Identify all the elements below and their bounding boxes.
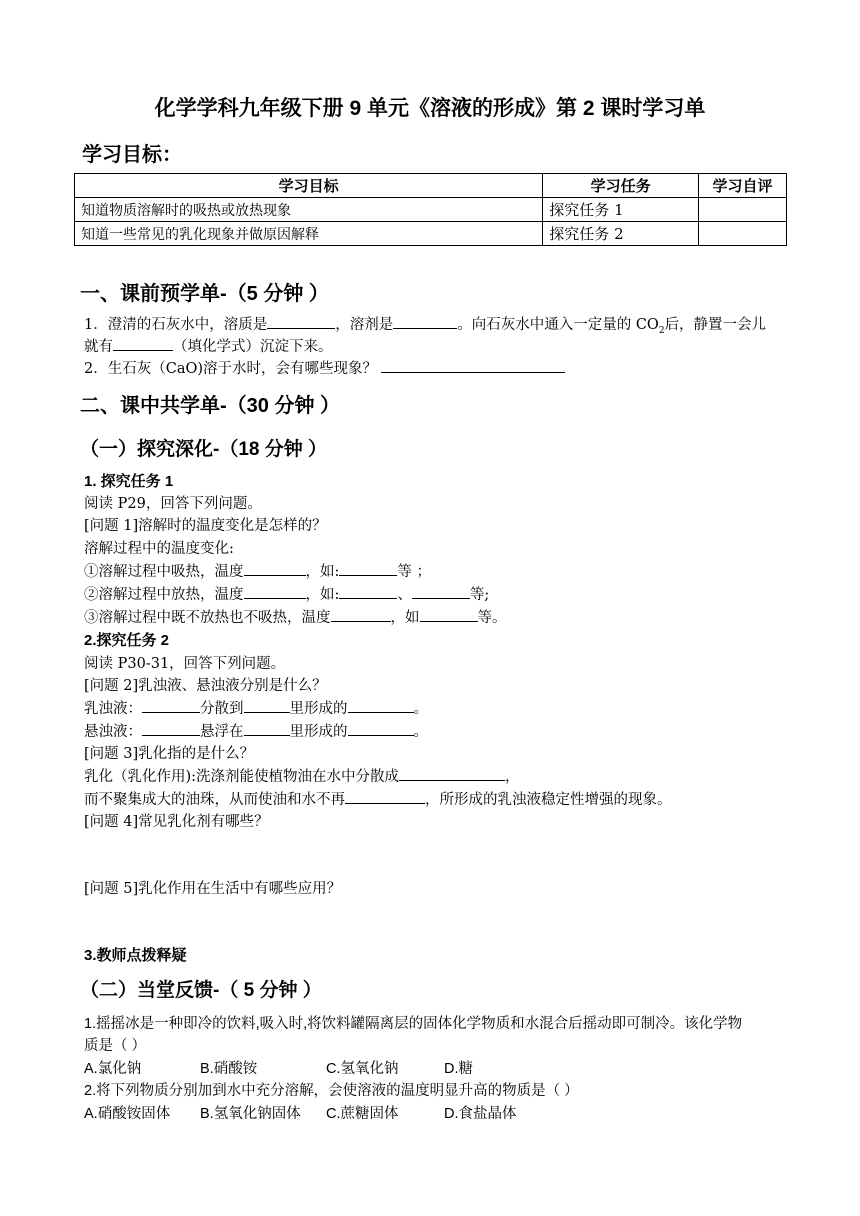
feedback-q1-line2: 质是（ ） (84, 1038, 147, 1054)
goals-header-task: 学习任务 (543, 174, 699, 198)
emulsify-text-a: 乳化（乳化作用):洗涤剂能使植物油在水中分散成 (84, 769, 400, 785)
item1-text-a: ①溶解过程中吸热，温度 (84, 564, 244, 580)
emulsify-definition-1 (84, 765, 520, 786)
dissolve-item-1 (84, 560, 431, 581)
pre-question-2 (84, 357, 565, 378)
goal-cell: 知道物质溶解时的吸热或放热现象 (75, 198, 543, 222)
task2-reading: 阅读 P30-31，回答下列问题。 (84, 656, 286, 672)
item3-text-c: 等。 (477, 610, 507, 626)
answer-blank[interactable] (244, 698, 290, 713)
goals-heading: 学习目标： (82, 144, 182, 166)
q1-text-b: ，溶剂是 (335, 317, 394, 333)
page-title: 化学学科九年级下册 9 单元《溶液的形成》第 2 课时学习单 (154, 97, 706, 120)
answer-blank[interactable] (348, 698, 414, 713)
item2-text-b: ，如: (305, 587, 340, 603)
emulsify2-text-a: 而不聚集成大的油珠，从而使油和水不再 (84, 792, 345, 808)
suspension-definition (84, 720, 428, 741)
feedback-q1-options (84, 1057, 473, 1078)
pre-question-1-cont (84, 335, 333, 356)
task2-question5: [问题 5]乳化作用在生活中有哪些应用？ (84, 881, 342, 897)
item1-text-c: 等 ； (397, 564, 431, 580)
q1-text-c: 。向石灰水中通入一定量的 CO (457, 317, 659, 333)
item3-text-a: ③溶解过程中既不放热也不吸热，温度 (84, 610, 331, 626)
option-b[interactable]: B.硝酸铵 (200, 1061, 258, 1077)
option-a[interactable]: A.氯化钠 (84, 1061, 142, 1077)
q1-line2-b: （填化学式）沉淀下来。 (173, 339, 333, 355)
item2-text-a: ②溶解过程中放热，温度 (84, 587, 244, 603)
answer-blank[interactable] (142, 698, 200, 713)
item1-text-b: ，如: (305, 564, 340, 580)
option-c[interactable]: C.氢氧化钠 (326, 1061, 399, 1077)
emulsify-text-b: ， (505, 769, 520, 785)
task1-title: 1. 探究任务 1 (84, 473, 174, 490)
answer-blank[interactable] (345, 789, 425, 804)
item2-text-d: 等; (469, 587, 490, 603)
q2-text: 2．生石灰（CaO)溶于水时，会有哪些现象？ (84, 361, 378, 377)
answer-blank[interactable] (244, 561, 306, 576)
task-cell: 探究任务 2 (543, 222, 699, 246)
answer-blank[interactable] (393, 314, 457, 329)
item3-text-b: ，如 (390, 610, 420, 626)
task-cell: 探究任务 1 (543, 198, 699, 222)
self-eval-cell[interactable] (699, 222, 787, 246)
answer-blank[interactable] (244, 721, 290, 736)
dissolve-item-2 (84, 583, 489, 604)
option-c[interactable]: C.蔗糖固体 (326, 1106, 399, 1122)
feedback-heading: （二）当堂反馈-（ 5 分钟 ） (80, 980, 322, 1001)
susp-text-d: 。 (413, 724, 428, 740)
task1-reading: 阅读 P29，回答下列问题。 (84, 496, 262, 512)
task2-question2: [问题 2]乳浊液、悬浊液分别是什么？ (84, 678, 327, 694)
answer-blank[interactable] (331, 607, 391, 622)
answer-blank[interactable] (399, 766, 505, 781)
answer-blank[interactable] (339, 584, 397, 599)
task2-title: 2.探究任务 2 (84, 632, 170, 649)
task2-question4: [问题 4]常见乳化剂有哪些？ (84, 814, 269, 830)
goal-cell: 知道一些常见的乳化现象并做原因解释 (75, 222, 543, 246)
susp-text-a: 悬浊液： (84, 724, 142, 740)
option-d[interactable]: D.糖 (444, 1061, 473, 1077)
feedback-q2-options (84, 1102, 517, 1123)
emulsion-definition (84, 697, 428, 718)
self-eval-cell[interactable] (699, 198, 787, 222)
option-a[interactable]: A.硝酸铵固体 (84, 1106, 171, 1122)
option-b[interactable]: B.氢氧化钠固体 (200, 1106, 301, 1122)
answer-blank[interactable] (412, 584, 470, 599)
goals-header-goal: 学习目标 (75, 174, 543, 198)
task1-question1: [问题 1]溶解时的温度变化是怎样的？ (84, 518, 327, 534)
teacher-guidance: 3.教师点拨释疑 (84, 947, 187, 964)
emul-text-d: 。 (413, 701, 428, 717)
answer-blank[interactable] (142, 721, 200, 736)
dissolve-item-3 (84, 606, 507, 627)
answer-blank[interactable] (381, 358, 565, 373)
option-d[interactable]: D.食盐晶体 (444, 1106, 517, 1122)
goals-table-header (75, 174, 787, 198)
emul-text-b: 分散到 (200, 701, 244, 717)
table-row (75, 198, 787, 222)
emul-text-c: 里形成的 (289, 701, 348, 717)
emulsify-definition-2 (84, 788, 672, 809)
q1-text-a: 1．澄清的石灰水中，溶质是 (84, 317, 268, 333)
answer-blank[interactable] (339, 561, 397, 576)
susp-text-b: 悬浮在 (200, 724, 244, 740)
q1-subscript: 2 (658, 325, 665, 336)
q1-text-d: 后，静置一会儿 (664, 317, 767, 333)
item2-text-c: 、 (397, 587, 412, 603)
q1-line2-a: 就有 (84, 339, 113, 355)
answer-blank[interactable] (113, 336, 173, 351)
answer-blank[interactable] (244, 584, 306, 599)
answer-blank[interactable] (348, 721, 414, 736)
emulsify2-text-b: ，所形成的乳浊液稳定性增强的现象。 (425, 792, 672, 808)
goals-table (74, 173, 787, 246)
task2-question3: [问题 3]乳化指的是什么？ (84, 746, 255, 762)
emul-text-a: 乳浊液： (84, 701, 142, 717)
in-class-heading: 二、课中共学单-（30 分钟 ） (80, 395, 341, 417)
answer-blank[interactable] (267, 314, 335, 329)
pre-question-1 (84, 313, 766, 336)
table-row (75, 222, 787, 246)
susp-text-c: 里形成的 (289, 724, 348, 740)
answer-blank[interactable] (420, 607, 478, 622)
feedback-q1-line1: 1.摇摇冰是一种即冷的饮料,吸入时,将饮料罐隔离层的固体化学物质和水混合后摇动即可制冷。该化学物 (84, 1016, 743, 1032)
pre-class-heading: 一、课前预学单-（5 分钟 ） (80, 283, 329, 305)
task1-intro: 溶解过程中的温度变化: (84, 541, 234, 557)
goals-header-self: 学习自评 (699, 174, 787, 198)
explore-heading: （一）探究深化-（18 分钟 ） (80, 439, 328, 460)
feedback-q2-line1: 2.将下列物质分别加到水中充分溶解，会使溶液的温度明显升高的物质是（ ） (84, 1083, 579, 1099)
